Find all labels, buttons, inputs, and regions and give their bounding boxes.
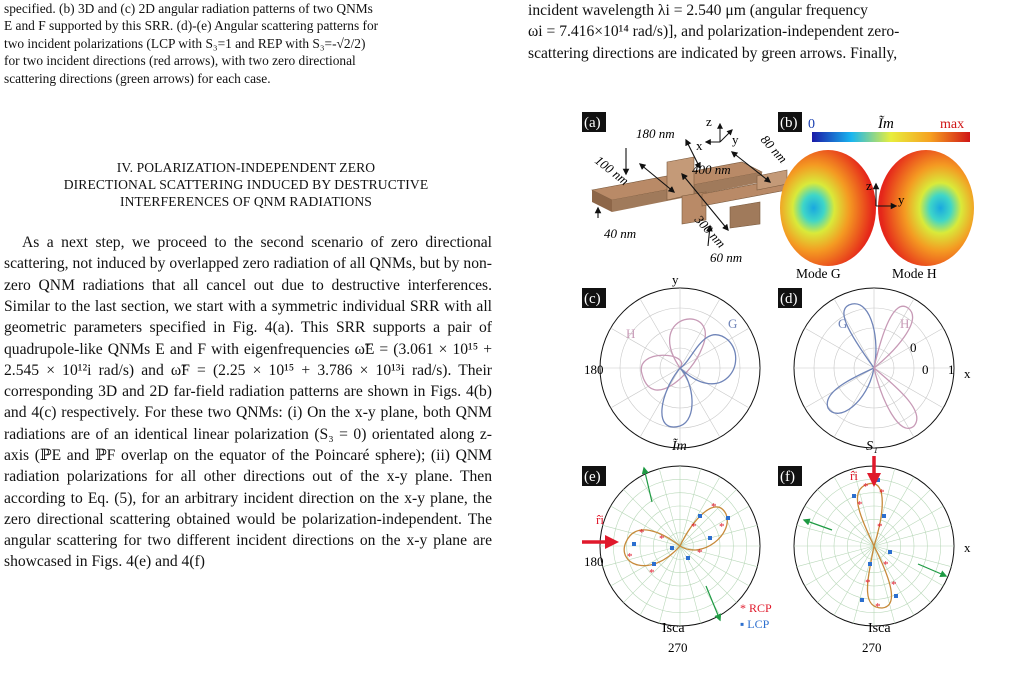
grid-spoke (874, 328, 943, 368)
axis-label: y (898, 192, 905, 207)
caption-line: specified. (b) 3D and (c) 2D angular radiation patterns of two QNMs (4, 1, 373, 16)
curve-label-g: G (838, 316, 848, 331)
rcp-marker: * (883, 559, 889, 571)
figure-caption-tail (0, 0, 492, 87)
axis-label: y (732, 132, 739, 147)
zero-scatter-arrow (706, 586, 720, 620)
caption-line: E and F supported by this SRR. (d)-(e) Angular scattering patterns for (4, 18, 379, 34)
axis-label: z (866, 178, 872, 193)
rcp-marker: * (877, 521, 883, 533)
incident-label: r̂i (596, 512, 604, 527)
grid-spoke (805, 368, 874, 408)
rcp-marker: * (649, 567, 655, 579)
section-title-line: DIRECTIONAL SCATTERING INDUCED BY DESTRUCTIVE (63, 177, 429, 193)
lobe-left (780, 150, 876, 266)
figure-4 (582, 112, 978, 680)
colorbar-label: Ĩm (878, 116, 894, 132)
rcp-marker: * (875, 601, 881, 613)
dim-label: 400 nm (692, 162, 731, 177)
dim-label: 60 nm (710, 250, 743, 265)
rcp-marker: * (639, 527, 645, 539)
rcp-marker: * (891, 579, 897, 591)
axis-label: x (964, 540, 971, 555)
grid-spoke (834, 299, 874, 368)
grid-spoke (874, 368, 914, 437)
grid-spoke (640, 546, 680, 615)
grid-spoke (611, 506, 680, 546)
lcp-marker (860, 598, 864, 602)
rcp-marker: * (627, 551, 633, 563)
rcp-marker: * (691, 521, 697, 533)
dim-label: 80 nm (757, 131, 791, 166)
section-title-line: IV. POLARIZATION-INDEPENDENT ZERO (116, 160, 376, 176)
dim-label: 100 nm (592, 152, 632, 189)
rcp-marker: * (659, 533, 665, 545)
lcp-marker (652, 562, 656, 566)
rcp-marker: * (879, 487, 885, 499)
legend-lcp: ▪ LCP (740, 617, 770, 631)
lcp-marker (686, 556, 690, 560)
dim-label: 40 nm (604, 226, 637, 241)
grid-spoke (817, 489, 874, 546)
dim-label: 180 nm (636, 126, 675, 141)
grid-spoke (817, 546, 874, 603)
colorbar-min: 0 (808, 117, 815, 132)
panel-d (778, 288, 971, 454)
body-paragraph (0, 232, 492, 573)
panel-c (582, 272, 760, 454)
text-line: ωi = 7.416×10¹⁴ rad/s)], and polarization-independent zero- (528, 23, 900, 41)
rcp-marker: * (711, 501, 717, 513)
tick-label: 1 (948, 362, 955, 377)
zero-scatter-arrow (918, 564, 946, 576)
panel-label: (d) (780, 291, 798, 307)
mode-label: Mode G (796, 266, 841, 281)
angle-label: 270 (668, 640, 688, 655)
quantity-label: Ĩm (672, 439, 687, 454)
curve-h (874, 306, 917, 428)
left-column (0, 0, 492, 573)
panel-e (582, 466, 772, 655)
grid-spoke (874, 506, 943, 546)
axis-label: x (964, 366, 971, 381)
lcp-marker (708, 536, 712, 540)
text-line: scattering directions are indicated by green arrows. Finally, (528, 44, 898, 62)
section-heading (0, 159, 492, 210)
lcp-marker (726, 516, 730, 520)
panel-label: (a) (584, 115, 601, 131)
paragraph-text: As a next step, we proceed to the second scenario of zero directional scattering, not induced by overlapped zero radiation of all QNMs, but by non-zero QNM radiations that all cancel out due to destructive interferences. Similar to the last section, we start with a symmetric individual SRR with all geometric parameters specified in Fig. 4(a). This SRR supports a pair of quadrupole-like QNMs E and F with eigenfrequencies ω̃E = (3.061 × 10¹⁵ + 2.545 × 10¹²i rad/s) and ω̃F = (2.25 × 10¹⁵ + 3.786 × 10¹³i rad/s). Their corresponding 3D and 2D far-field radiation patterns are shown in Figs. 4(b) and 4(c) respectively. For these two QNMs: (i) On the x-y plane, both QNM radiations are of an identical linear polarization (S₃ = 0) orientated along z-axis (ℙE and ℙF overlap on the equator of the Poincaré sphere); (ii) QNM radiation polarizations for all other directions out of the x-y plane. Then according to Eq. (5), for an arbitrary incident direction on the x-y plane, the zero directional scattering obtained would be polarization-independent. The angular scattering for two different incident directions on the x-y plane are showcased in Figs. 4(e) and 4(f) (4, 234, 492, 571)
axis-label: y (672, 272, 679, 287)
lcp-marker (632, 542, 636, 546)
right-column-text (528, 0, 1032, 64)
lcp-marker (868, 562, 872, 566)
tick-label: 0 (922, 362, 929, 377)
grid-spoke (680, 546, 737, 603)
quantity-label: Isca (662, 621, 685, 636)
grid-spoke (680, 368, 720, 437)
curve-label-h: H (900, 316, 910, 331)
caption-line: for two incident directions (red arrows), with two zero directional (4, 53, 356, 69)
rcp-marker: * (863, 481, 869, 493)
panel-f (778, 456, 971, 655)
panel-label: (f) (780, 469, 795, 485)
grid-spoke (680, 299, 720, 368)
angle-label: 270 (862, 640, 882, 655)
lcp-marker (894, 594, 898, 598)
panel-a (582, 112, 790, 265)
grid-spoke (611, 368, 680, 408)
lcp-marker (888, 550, 892, 554)
grid-spoke (680, 328, 749, 368)
colorbar-max: max (940, 117, 965, 132)
panel-label: (c) (584, 291, 601, 307)
dim-label: 300 nm (691, 211, 729, 251)
rcp-marker: * (857, 499, 863, 511)
caption-line: two incident polarizations (LCP with S₃=1 and REP with S₃=-√2/2) (4, 35, 366, 51)
incident-label: r̂i (850, 468, 858, 483)
angle-label: 180 (584, 362, 604, 377)
angle-label: 180 (584, 554, 604, 569)
lcp-marker (670, 546, 674, 550)
grid-spoke (623, 489, 680, 546)
grid-spoke (874, 368, 943, 408)
grid-spoke (874, 546, 931, 603)
grid-spoke (680, 546, 749, 586)
grid-spoke (805, 506, 874, 546)
lcp-marker (852, 494, 856, 498)
text-line: incident wavelength λi = 2.540 μm (angular frequency (528, 2, 868, 19)
rcp-marker: * (697, 547, 703, 559)
panel-label: (b) (780, 115, 798, 131)
panel-label: (e) (584, 469, 601, 485)
grid-spoke (611, 328, 680, 368)
lcp-marker (882, 514, 886, 518)
grid-spoke (805, 328, 874, 368)
legend-rcp: * RCP (740, 601, 772, 615)
panel-b (778, 112, 974, 281)
grid-spoke (874, 299, 914, 368)
axis-label: x (696, 138, 703, 153)
tick-label: 0 (910, 340, 917, 355)
curve-g (662, 335, 736, 427)
grid-spoke (805, 546, 874, 586)
quantity-label: S₁ (866, 439, 878, 454)
colorbar (812, 132, 970, 142)
curve-label-g: G (728, 316, 738, 331)
lcp-marker (876, 478, 880, 482)
rcp-marker: * (719, 521, 725, 533)
quantity-label: Isca (868, 621, 891, 636)
mode-label: Mode H (892, 266, 937, 281)
lobe-right (878, 150, 974, 266)
curve-label-h: H (626, 326, 636, 341)
section-title-line: INTERFERENCES OF QNM RADIATIONS (120, 194, 372, 210)
axis-label: z (706, 114, 712, 129)
caption-line: scattering directions (green arrows) for each case. (4, 70, 271, 86)
lcp-marker (698, 514, 702, 518)
rcp-marker: * (865, 577, 871, 589)
